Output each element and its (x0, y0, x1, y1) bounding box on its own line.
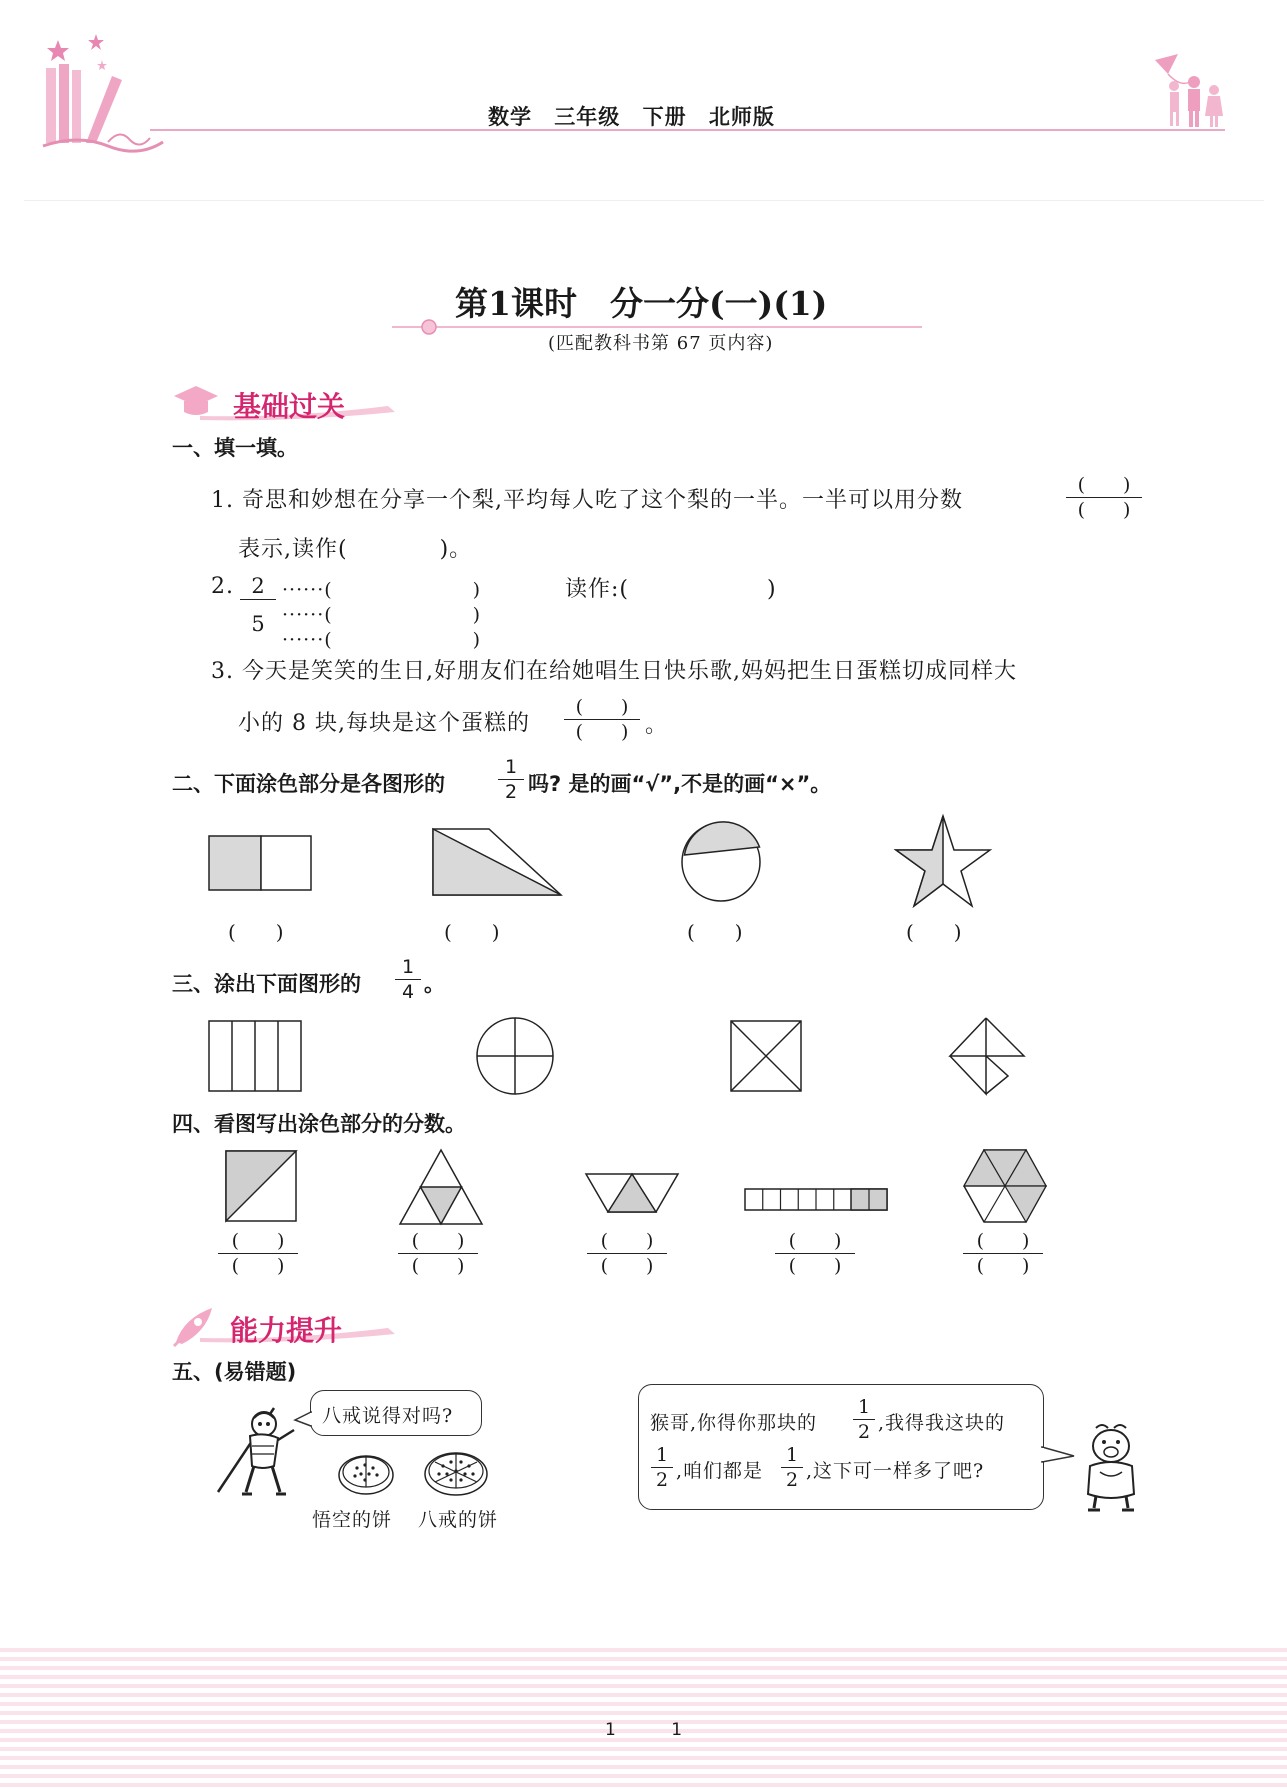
bubble-tail-right (1040, 1444, 1076, 1466)
footer-decorative-band (0, 1648, 1287, 1789)
bajie-text-b: ,我得我这块的 (878, 1412, 1006, 1434)
section-advanced-title: 能力提升 (230, 1314, 343, 1347)
q4-shape-trapezoid-third (582, 1170, 682, 1216)
q2-answer-1[interactable]: ( ) (228, 920, 284, 944)
cake-label-bajie: 八戒的饼 (418, 1509, 499, 1531)
q3-quarter-fraction: 1 4 (395, 956, 421, 1003)
q1-item2-numerator-blank[interactable]: ······( ) (282, 579, 482, 601)
q1-item2-fractionbar-blank[interactable]: ······( ) (282, 604, 482, 626)
q1-item3-fraction-blank[interactable]: ( ) ( ) (564, 696, 640, 743)
bajie-cake-icon (421, 1446, 491, 1498)
bajie-text-a: 猴哥,你得你那块的 (650, 1412, 818, 1434)
header-children-kite-icon (1150, 52, 1230, 132)
cake-label-wukong: 悟空的饼 (312, 1509, 393, 1531)
bajie-half-2: 1 2 (651, 1444, 673, 1491)
q2-answer-2[interactable]: ( ) (444, 920, 500, 944)
q4-heading: 四、看图写出涂色部分的分数。 (172, 1112, 466, 1136)
q2-half-fraction: 1 2 (498, 756, 524, 803)
q1-item2-denominator-blank[interactable]: ······( ) (282, 629, 482, 651)
title-bead-icon (420, 318, 438, 336)
q1-item1-line2: 表示,读作( )。 (238, 537, 473, 562)
q5-heading: 五、(易错题) (172, 1360, 297, 1384)
bubble-monkey-text: 八戒说得对吗? (322, 1405, 454, 1427)
q4-shape-triangle-quarter (396, 1146, 486, 1228)
q1-item2-read-blank[interactable]: 读作:( ) (565, 577, 777, 602)
q3-heading-a: 三、涂出下面图形的 (172, 972, 361, 996)
q3-heading-b: 。 (424, 972, 445, 996)
q1-item2-fraction: 2 5 (240, 574, 276, 636)
q2-shape-rectangle (205, 832, 315, 894)
q2-shape-star (890, 812, 996, 912)
zhu-bajie-icon (1076, 1422, 1146, 1512)
q1-item1-fraction-blank[interactable]: ( ) ( ) (1066, 474, 1142, 521)
q3-shape-square-diagonals[interactable] (728, 1018, 804, 1094)
section-basic-title: 基础过关 (233, 390, 346, 423)
q4-answer-2[interactable]: ( ) ( ) (398, 1230, 478, 1277)
q2-heading-a: 二、下面涂色部分是各图形的 (172, 772, 445, 796)
q4-shape-square-half (223, 1148, 299, 1224)
q1-item3-line1: 3. 今天是笑笑的生日,好朋友们在给她唱生日快乐歌,妈妈把生日蛋糕切成同样大 (211, 659, 1017, 684)
bajie-half-3: 1 2 (781, 1444, 803, 1491)
lesson-title: 第1课时 分一分(一)(1) (455, 284, 828, 323)
q3-shape-circle-quarters[interactable] (473, 1014, 557, 1098)
q3-shape-pinwheel[interactable] (946, 1014, 1030, 1098)
q1-heading: 一、填一填。 (172, 436, 298, 460)
header-separator (24, 200, 1264, 201)
q4-shape-strip-eighths (742, 1186, 890, 1214)
q2-heading-b: 吗? 是的画“√”,不是的画“×”。 (528, 772, 832, 796)
q4-answer-5[interactable]: ( ) ( ) (963, 1230, 1043, 1277)
title-underline (392, 326, 922, 328)
q1-item3-line2: 小的 8 块,每块是这个蛋糕的 (238, 711, 530, 736)
q2-shape-circle (678, 819, 764, 905)
wukong-cake-icon (335, 1450, 397, 1496)
q3-shape-rectangle-strips[interactable] (206, 1018, 304, 1094)
q1-item1-line1: 1. 奇思和妙想在分享一个梨,平均每人吃了这个梨的一半。一半可以用分数 (211, 488, 963, 513)
q2-shape-trapezoid (429, 825, 565, 899)
bubble-tail-left (293, 1410, 313, 1428)
bajie-text-c: ,咱们都是 (676, 1460, 764, 1482)
q1-item3-end: 。 (645, 713, 669, 738)
header-text: 数学 三年级 下册 北师版 (488, 105, 775, 129)
q4-shape-hexagon (962, 1146, 1048, 1226)
q2-answer-4[interactable]: ( ) (906, 920, 962, 944)
speech-bubble-bajie (638, 1384, 1044, 1510)
q1-item2-label: 2. (211, 574, 234, 599)
q4-answer-1[interactable]: ( ) ( ) (218, 1230, 298, 1277)
q4-answer-3[interactable]: ( ) ( ) (587, 1230, 667, 1277)
header-books-logo (38, 30, 168, 155)
q4-answer-4[interactable]: ( ) ( ) (775, 1230, 855, 1277)
q2-answer-3[interactable]: ( ) (687, 920, 743, 944)
bajie-half-1: 1 2 (853, 1396, 875, 1443)
lesson-subtitle: (匹配教科书第 67 页内容) (548, 333, 774, 354)
bajie-text-d: ,这下可一样多了吧? (806, 1460, 985, 1482)
page-number: 1 1 (605, 1720, 683, 1740)
